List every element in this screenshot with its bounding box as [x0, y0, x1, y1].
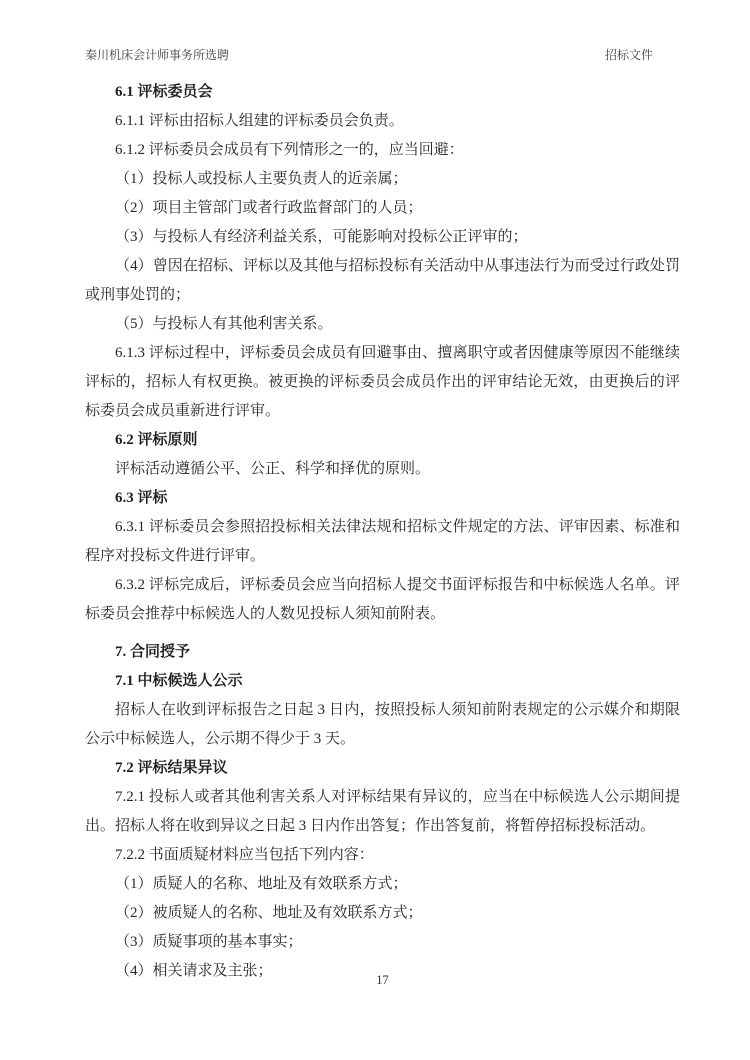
section-heading: 6.3 评标 — [115, 490, 168, 506]
paragraph: 7.2.2 书面质疑材料应当包括下列内容： — [115, 847, 374, 863]
paragraph: （3）质疑事项的基本事实； — [115, 934, 303, 950]
paragraph: （4）相关请求及主张； — [115, 963, 273, 979]
page-header — [85, 48, 653, 62]
paragraph: （4）曾因在招标、评标以及其他与招标投标有关活动中从事违法行为而受过行政处罚或刑事处罚的； — [85, 258, 680, 303]
paragraph: （2）被质疑人的名称、地址及有效联系方式； — [115, 905, 423, 921]
paragraph: （5）与投标人有其他利害关系。 — [115, 316, 333, 332]
paragraph: （3）与投标人有经济利益关系，可能影响对投标公正评审的； — [115, 229, 528, 245]
paragraph: 6.1.1 评标由招标人组建的评标委员会负责。 — [115, 113, 404, 129]
paragraph: 7.2.1 投标人或者其他利害关系人对评标结果有异议的，应当在中标候选人公示期间提出。招标人将在收到异议之日起 3 日内作出答复；作出答复前，将暂停招标投标活动。 — [85, 789, 680, 834]
paragraph: （1）投标人或投标人主要负责人的近亲属； — [115, 171, 408, 187]
paragraph: 招标人在收到评标报告之日起 3 日内，按照投标人须知前附表规定的公示媒介和期限公示中标候选人，公示期不得少于 3 天。 — [85, 702, 680, 747]
paragraph: 评标活动遵循公平、公正、科学和择优的原则。 — [115, 461, 431, 477]
paragraph: （1）质疑人的名称、地址及有效联系方式； — [115, 876, 408, 892]
section-heading: 7.2 评标结果异议 — [115, 760, 228, 776]
paragraph: 6.3.2 评标完成后，评标委员会应当向招标人提交书面评标报告和中标候选人名单。评标委员会推荐中标候选人的人数见投标人须知前附表。 — [85, 577, 680, 622]
page-number: 17 — [376, 973, 389, 987]
paragraph: 6.3.1 评标委员会参照招投标相关法律法规和招标文件规定的方法、评审因素、标准和程序对投标文件进行评审。 — [85, 519, 680, 564]
paragraph: （2）项目主管部门或者行政监督部门的人员； — [115, 200, 423, 216]
page-footer — [85, 972, 680, 988]
section-heading: 7.1 中标候选人公示 — [115, 673, 243, 689]
paragraph: 6.1.3 评标过程中，评标委员会成员有回避事由、擅离职守或者因健康等原因不能继续评标的，招标人有权更换。被更换的评标委员会成员作出的评审结论无效，由更换后的评标委员会成员重新进行评审。 — [85, 345, 680, 419]
paragraph: 6.1.2 评标委员会成员有下列情形之一的，应当回避： — [115, 142, 464, 158]
section-heading: 6.2 评标原则 — [115, 432, 198, 448]
header-left-title: 秦川机床会计师事务所选聘 — [85, 48, 230, 62]
section-heading: 7. 合同授予 — [115, 644, 191, 660]
header-right-title: 招标文件 — [604, 48, 653, 62]
section-heading: 6.1 评标委员会 — [115, 84, 213, 100]
document-body — [85, 78, 680, 986]
